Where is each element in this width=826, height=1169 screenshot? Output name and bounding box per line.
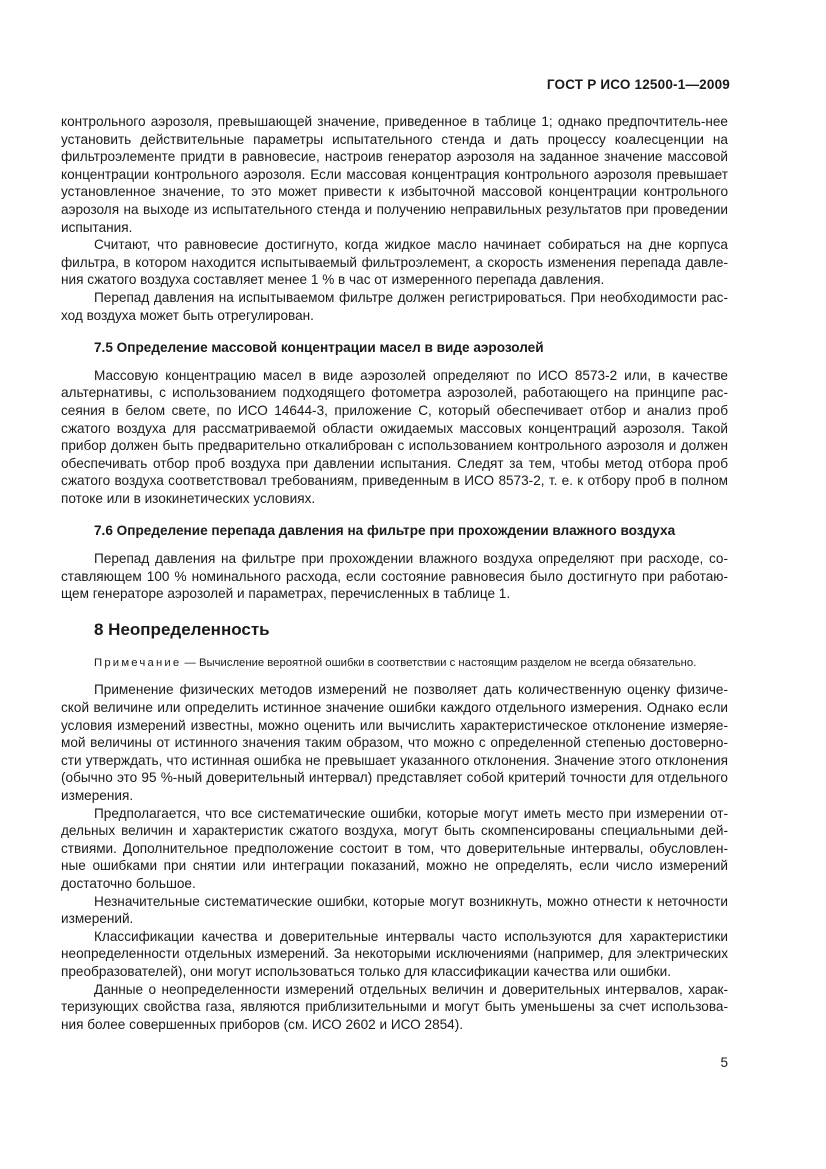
paragraph: Массовую концентрацию масел в виде аэрозолей определяют по ИСО 8573-2 или, в качестве альтернативы, с использованием подходящего фотометра аэрозолей, работающего на принципе рас-сеяния в белом свете, по ИСО 14644-3, приложение С, который обеспечивает отбор и анализ проб сжатого воздуха для рассматриваемой области ожидаемых массовых концентраций аэрозоля. Такой прибор должен быть предварительно откалиброван с использованием контрольного аэрозоля и должен обеспечивать отбор проб воздуха при давлении испытания. Следят за тем, чтобы метод отбора проб сжатого воздуха соответствовал требованиям, приведенным в ИСО 8573-2, т. е. к отбору проб в полном потоке или в изокинетических условиях. <box>61 367 728 506</box>
paragraph: Данные о неопределенности измерений отдельных величин и доверительных интервалов, харак-теризующих свойства газа, являются приблизительными и могут быть уменьшены за счет использова-ния более совершенных приборов (см. ИСО 2602 и ИСО 2854). <box>61 981 728 1032</box>
note-label: Примечание <box>94 657 182 670</box>
note <box>61 656 728 671</box>
paragraph: Классификации качества и доверительные интервалы часто используются для характеристики неопределенности отдельных измерений. За некоторыми исключениями (например, для электрических преобразователей), они могут использоваться только для классификации качества или ошибки. <box>61 928 728 979</box>
paragraph: Незначительные систематические ошибки, которые могут возникнуть, можно отнести к неточности измерений. <box>61 893 728 927</box>
paragraph: Считают, что равновесие достигнуто, когда жидкое масло начинает собираться на дне корпуса фильтра, в котором находится испытываемый фильтроэлемент, а скорость изменения перепада давле-ния сжатого воздуха составляет менее 1 % в час от измеренного перепада давления. <box>61 237 728 288</box>
paragraph: Перепад давления на испытываемом фильтре должен регистрироваться. При необходимости рас-ход воздуха может быть отрегулирован. <box>61 289 728 323</box>
page-number: 5 <box>720 1055 728 1070</box>
paragraph: Перепад давления на фильтре при прохождении влажного воздуха определяют при расходе, со-ставляющем 100 % номинального расхода, если состояние равновесия было достигнуто при работаю-щем генераторе аэрозолей и параметрах, перечисленных в таблице 1. <box>61 551 728 602</box>
paragraph: Применение физических методов измерений не позволяет дать количественную оценку физиче-ской величине или определить истинное значение ошибки каждого отдельного измерения. Однако если условия измерений известны, можно оценить или вычислить характеристическое отклонение измеряе-мой величины от истинного значения таким образом, что можно с определенной степенью достоверно-сти утверждать, что истинная ошибка не превышает указанного отклонения. Значение этого отклонения (обычно это 95 %-ный доверительный интервал) представляет собой критерий точности для отдельного измерения. <box>61 682 728 803</box>
section-heading-7-6: 7.6 Определение перепада давления на фильтре при прохождении влажного воздуха <box>94 523 676 539</box>
note-text: — Вычисление вероятной ошибки в соответствии с настоящим разделом не всегда обязательно. <box>181 657 697 670</box>
paragraph: Предполагается, что все систематические ошибки, которые могут иметь место при измерении от-дельных величин и характеристик сжатого воздуха, могут быть скомпенсированы специальными дей-ствиями. Дополнительное предположение состоит в том, что доверительные интервалы, обусловлен-ные ошибками при снятии или интеграции показаний, можно не определять, если число измерений достаточно большое. <box>61 805 728 891</box>
paragraph: контрольного аэрозоля, превышающей значение, приведенное в таблице 1; однако предпочтитель-нее установить действительные параметры испытательного стенда и дать процессу коалесценции на фильтроэлементе придти в равновесие, настроив генератор аэрозоля на заданное значение массовой концентрации контрольного аэрозоля. Если массовая концентрация контрольного аэрозоля превышает установленное значение, то это может привести к избыточной массовой концентрации контрольного аэрозоля на выходе из испытательного стенда и получению неправильных результатов при проведении испытания. <box>61 114 728 235</box>
document-code: ГОСТ Р ИСО 12500-1—2009 <box>546 77 730 92</box>
page-body <box>61 113 728 1033</box>
section-heading-8: 8 Неопределенность <box>94 619 270 639</box>
section-heading-7-5: 7.5 Определение массовой концентрации масел в виде аэрозолей <box>94 340 544 356</box>
